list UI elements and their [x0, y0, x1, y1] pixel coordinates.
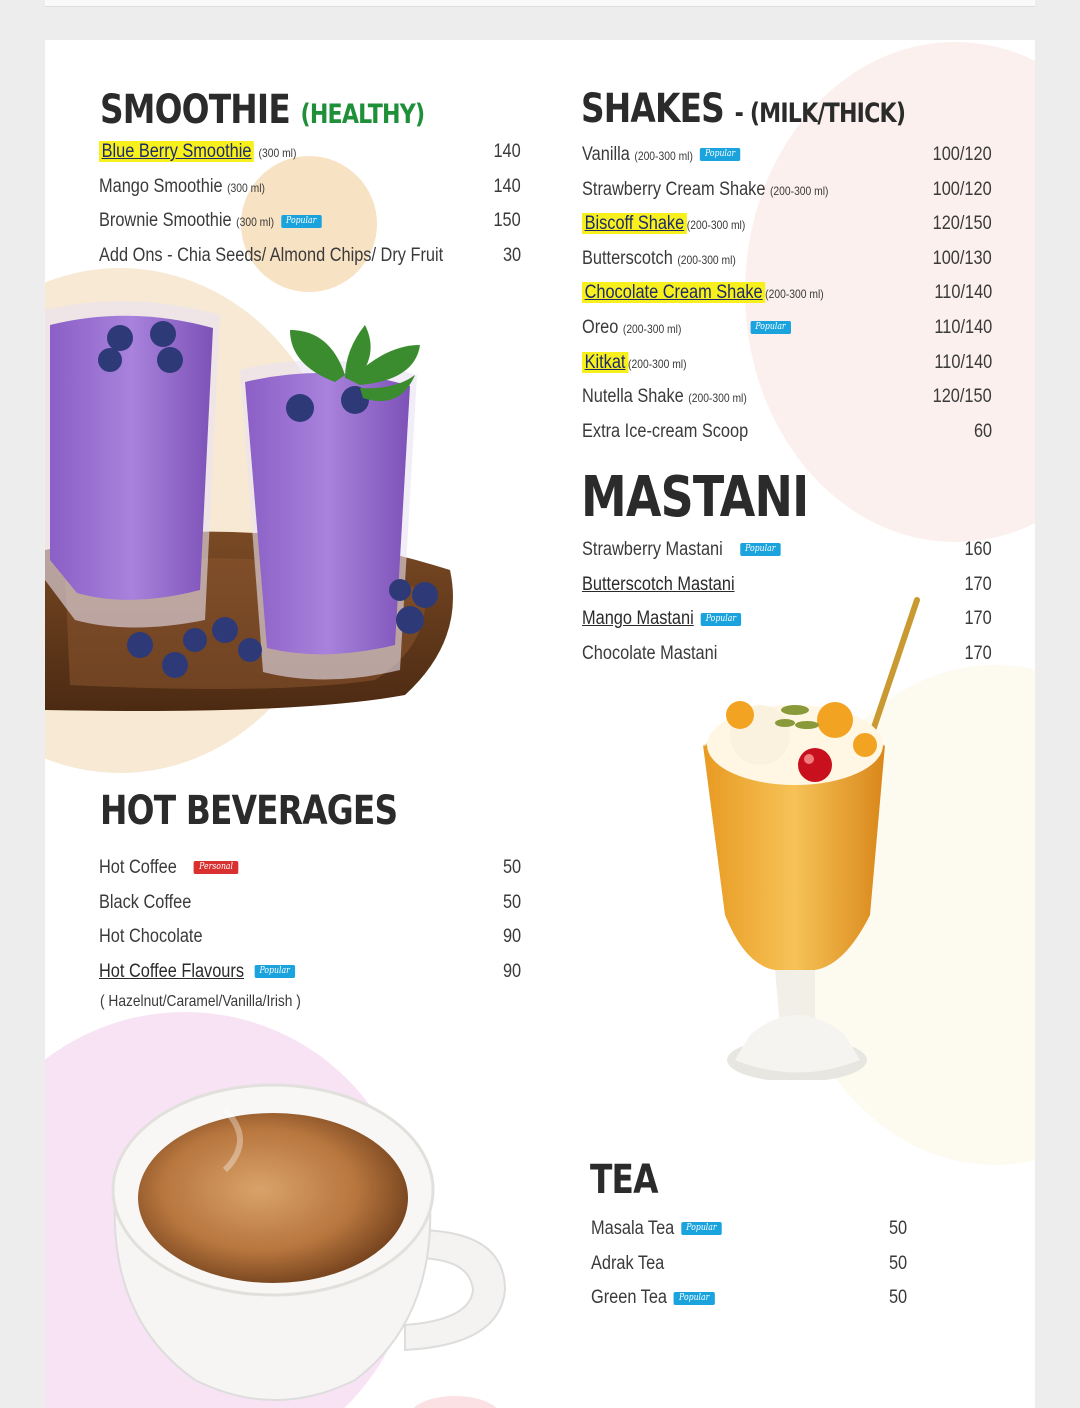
menu-item	[591, 1247, 907, 1282]
item-name: Strawberry Cream Shake	[582, 178, 766, 200]
menu-item	[99, 135, 521, 170]
item-size: (200-300 ml)	[769, 183, 829, 198]
menu-item	[582, 207, 992, 242]
item-price: 110/140	[934, 316, 992, 338]
popular-badge: Popular	[681, 1222, 722, 1235]
item-name: Strawberry Mastani	[582, 539, 723, 560]
menu-item	[99, 170, 521, 205]
item-price: 90	[502, 960, 521, 982]
item-price: 50	[888, 1218, 907, 1239]
item-name: Masala Tea	[591, 1218, 675, 1239]
item-name: Add Ons - Chia Seeds/ Almond Chips/ Dry Fruit	[99, 244, 444, 266]
item-name: Butterscotch	[582, 247, 673, 269]
item-name: Mango Mastani	[582, 608, 694, 630]
item-size: (300 ml)	[236, 215, 275, 230]
item-price: 160	[964, 539, 992, 560]
popular-badge: Popular	[740, 543, 781, 556]
menu-item	[99, 955, 521, 990]
item-size: (200-300 ml)	[634, 149, 693, 163]
menu-item	[99, 204, 521, 239]
popular-badge: Popular	[281, 215, 322, 228]
item-name: Brownie Smoothie	[99, 210, 232, 232]
item-size: (200-300 ml)	[622, 321, 682, 336]
item-size: (300 ml)	[258, 146, 297, 160]
popular-badge: Popular	[254, 965, 295, 978]
item-name: Oreo	[582, 316, 619, 338]
menu-item	[582, 346, 992, 381]
popular-badge: Popular	[750, 321, 791, 334]
item-name: Extra Ice-cream Scoop	[582, 420, 749, 442]
menu-item	[99, 239, 521, 274]
item-price: 110/140	[934, 351, 992, 373]
popular-badge: Popular	[701, 613, 742, 626]
item-name: Green Tea	[591, 1287, 668, 1309]
coffee-cup-image	[105, 1080, 515, 1408]
item-price: 110/140	[934, 282, 992, 304]
smoothie-title-text: SMOOTHIE	[100, 87, 290, 133]
menu-item	[582, 415, 992, 450]
item-name: Hot Coffee Flavours	[99, 960, 245, 982]
item-size: (300 ml)	[227, 180, 265, 195]
popular-badge: Popular	[674, 1292, 715, 1305]
menu-item	[591, 1281, 907, 1316]
item-price: 60	[973, 420, 992, 442]
item-size: (200-300 ml)	[686, 218, 746, 233]
item-name: Black Coffee	[99, 891, 192, 913]
item-price: 120/150	[932, 213, 992, 235]
item-name: Kitkat	[582, 352, 628, 373]
item-name: Hot Coffee	[99, 857, 177, 878]
item-price: 90	[502, 926, 521, 948]
item-price: 150	[493, 210, 521, 232]
item-price: 50	[502, 891, 521, 913]
item-price: 100/120	[932, 178, 992, 200]
previous-page-edge	[45, 0, 1035, 7]
item-price: 30	[502, 244, 521, 266]
menu-item	[582, 242, 992, 277]
item-price: 140	[493, 141, 521, 162]
mango-mastani-image	[695, 595, 935, 1080]
item-price: 170	[964, 608, 992, 630]
item-name: Adrak Tea	[591, 1252, 665, 1274]
item-name: Chocolate Mastani	[582, 642, 718, 664]
item-price: 170	[964, 642, 992, 664]
menu-item	[582, 138, 992, 173]
menu-item	[582, 533, 992, 568]
item-name: Vanilla	[582, 144, 630, 165]
menu-item	[582, 173, 992, 208]
tea-list	[591, 1212, 907, 1316]
menu-item	[99, 886, 521, 921]
item-size: (200-300 ml)	[677, 252, 736, 267]
menu-item	[99, 920, 521, 955]
item-price: 140	[493, 175, 521, 197]
item-size: (200-300 ml)	[628, 356, 687, 371]
item-name: Chocolate Cream Shake	[582, 282, 765, 303]
personal-badge: Personal	[194, 861, 238, 874]
hot-beverages-list	[99, 851, 521, 989]
shakes-subtitle: - (MILK/THICK)	[734, 98, 906, 129]
item-price: 100/120	[932, 144, 992, 165]
item-price: 50	[502, 857, 521, 878]
menu-item	[582, 311, 992, 346]
smoothie-list	[99, 135, 521, 273]
smoothie-subtitle: (HEALTHY)	[300, 99, 425, 130]
popular-badge: Popular	[700, 148, 741, 161]
item-price: 100/130	[932, 247, 992, 269]
shakes-list	[582, 138, 992, 449]
item-name: Nutella Shake	[582, 386, 684, 408]
item-size: (200-300 ml)	[765, 287, 824, 302]
tea-title: TEA	[590, 1157, 658, 1203]
shakes-title-text: SHAKES	[581, 86, 724, 132]
mastani-title: MASTANI	[581, 465, 809, 530]
item-price: 50	[888, 1252, 907, 1274]
item-name: Mango Smoothie	[99, 175, 223, 197]
item-name: Hot Chocolate	[99, 926, 203, 948]
item-name: Biscoff Shake	[582, 213, 687, 234]
shakes-title	[581, 86, 905, 132]
menu-page	[45, 40, 1035, 1408]
hot-beverages-title: HOT BEVERAGES	[100, 788, 398, 834]
flavours-note: ( Hazelnut/Caramel/Vanilla/Irish )	[100, 993, 301, 1010]
menu-item	[582, 276, 992, 311]
menu-item	[99, 851, 521, 886]
blueberry-smoothie-image	[45, 290, 465, 715]
smoothie-title	[100, 87, 424, 133]
item-name: Blue Berry Smoothie	[99, 141, 254, 162]
item-size: (200-300 ml)	[688, 391, 747, 406]
item-name: Butterscotch Mastani	[582, 573, 735, 595]
item-price: 50	[888, 1287, 907, 1309]
menu-item	[591, 1212, 907, 1247]
item-price: 170	[964, 573, 992, 595]
menu-item	[582, 380, 992, 415]
item-price: 120/150	[932, 386, 992, 408]
